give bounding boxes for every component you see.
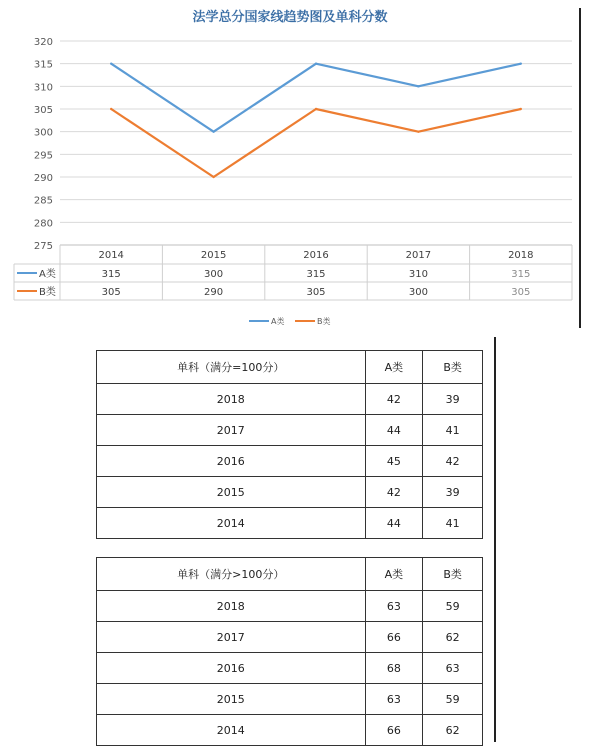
y-tick-label: 290 bbox=[33, 173, 53, 184]
table2-row bbox=[97, 715, 483, 746]
y-tick-label: 285 bbox=[33, 195, 53, 207]
data-point bbox=[110, 62, 112, 64]
y-tick-label: 300 bbox=[33, 127, 53, 139]
table1-row bbox=[97, 508, 483, 539]
table2-cell: 63 bbox=[423, 653, 483, 684]
data-table-value: 315 bbox=[101, 269, 121, 280]
table2-row bbox=[97, 653, 483, 684]
table1-header-cell: 单科（满分=100分） bbox=[97, 351, 366, 384]
table1-cell: 42 bbox=[423, 446, 483, 477]
table1-cell: 44 bbox=[365, 415, 423, 446]
table1-cell: 2015 bbox=[97, 477, 366, 508]
data-table-value: 305 bbox=[101, 287, 121, 298]
table2-cell: 2015 bbox=[97, 684, 366, 715]
x-category-label: 2017 bbox=[405, 250, 432, 261]
table1-cell: 44 bbox=[365, 508, 423, 539]
table1-cell: 39 bbox=[423, 477, 483, 508]
y-tick-label: 295 bbox=[33, 150, 53, 162]
table2-row bbox=[97, 591, 483, 622]
series-line-b bbox=[111, 109, 521, 177]
table2-cell: 62 bbox=[423, 715, 483, 746]
table1-cell: 39 bbox=[423, 384, 483, 415]
data-table-value: 290 bbox=[204, 287, 224, 298]
table1-header-cell: B类 bbox=[423, 351, 483, 384]
table1-cell: 2017 bbox=[97, 415, 366, 446]
table1-header-row bbox=[97, 351, 483, 384]
line-chart bbox=[0, 0, 603, 335]
table2-cell: 68 bbox=[365, 653, 423, 684]
legend-label: A类 bbox=[271, 317, 285, 326]
y-tick-label: 305 bbox=[33, 105, 53, 116]
data-table-value: 315 bbox=[511, 269, 531, 280]
table1-row bbox=[97, 446, 483, 477]
table2-cell: 63 bbox=[365, 684, 423, 715]
y-tick-label: 320 bbox=[33, 37, 53, 48]
table1-cell: 41 bbox=[423, 415, 483, 446]
table1-cell: 2014 bbox=[97, 508, 366, 539]
data-table-value: 310 bbox=[408, 269, 428, 280]
y-tick-label: 310 bbox=[33, 82, 53, 94]
data-table-series-name: A类 bbox=[39, 269, 56, 280]
data-table-value: 300 bbox=[204, 269, 224, 280]
y-tick-label: 315 bbox=[33, 59, 53, 71]
divider-line-bottom bbox=[494, 337, 496, 742]
data-point bbox=[110, 108, 112, 110]
table1-cell: 45 bbox=[365, 446, 423, 477]
data-point bbox=[520, 108, 522, 110]
x-category-label: 2015 bbox=[200, 250, 227, 261]
table1-row bbox=[97, 415, 483, 446]
data-table-series-name: B类 bbox=[39, 287, 56, 298]
table1-cell: 2018 bbox=[97, 384, 366, 415]
table2-header-row bbox=[97, 558, 483, 591]
data-point bbox=[417, 130, 419, 132]
table2-cell: 2016 bbox=[97, 653, 366, 684]
data-point bbox=[417, 85, 419, 87]
single-subject-table-100 bbox=[96, 350, 483, 539]
y-tick-label: 275 bbox=[33, 241, 53, 252]
table2-cell: 59 bbox=[423, 684, 483, 715]
table2-cell: 2014 bbox=[97, 715, 366, 746]
table2-cell: 66 bbox=[365, 715, 423, 746]
table1-row bbox=[97, 477, 483, 508]
chart-title: 法学总分国家线趋势图及单科分数 bbox=[192, 10, 388, 25]
data-table-value: 300 bbox=[408, 287, 428, 298]
table2-header-cell: B类 bbox=[423, 558, 483, 591]
table1-cell: 41 bbox=[423, 508, 483, 539]
table1-cell: 42 bbox=[365, 477, 423, 508]
table2-cell: 62 bbox=[423, 622, 483, 653]
table2-cell: 59 bbox=[423, 591, 483, 622]
data-point bbox=[315, 62, 317, 64]
table2-row bbox=[97, 684, 483, 715]
single-subject-table-over-100 bbox=[96, 557, 483, 746]
legend-label: B类 bbox=[317, 317, 331, 326]
x-category-label: 2014 bbox=[98, 250, 124, 261]
data-point bbox=[212, 176, 214, 178]
table1-row bbox=[97, 384, 483, 415]
table1-cell: 42 bbox=[365, 384, 423, 415]
table1-cell: 2016 bbox=[97, 446, 366, 477]
x-category-label: 2016 bbox=[303, 250, 329, 261]
x-category-label: 2018 bbox=[508, 250, 534, 261]
data-point bbox=[520, 62, 522, 64]
data-point bbox=[212, 130, 214, 132]
table2-cell: 66 bbox=[365, 622, 423, 653]
y-tick-label: 280 bbox=[33, 218, 53, 230]
table2-header-cell: A类 bbox=[365, 558, 423, 591]
data-point bbox=[315, 108, 317, 110]
table1-header-cell: A类 bbox=[365, 351, 423, 384]
table2-cell: 63 bbox=[365, 591, 423, 622]
data-table-value: 305 bbox=[511, 287, 531, 298]
table2-cell: 2017 bbox=[97, 622, 366, 653]
table2-row bbox=[97, 622, 483, 653]
data-table-value: 315 bbox=[306, 269, 326, 280]
table2-cell: 2018 bbox=[97, 591, 366, 622]
data-table-value: 305 bbox=[306, 287, 326, 298]
divider-line-top bbox=[579, 8, 581, 328]
table2-header-cell: 单科（满分>100分） bbox=[97, 558, 366, 591]
